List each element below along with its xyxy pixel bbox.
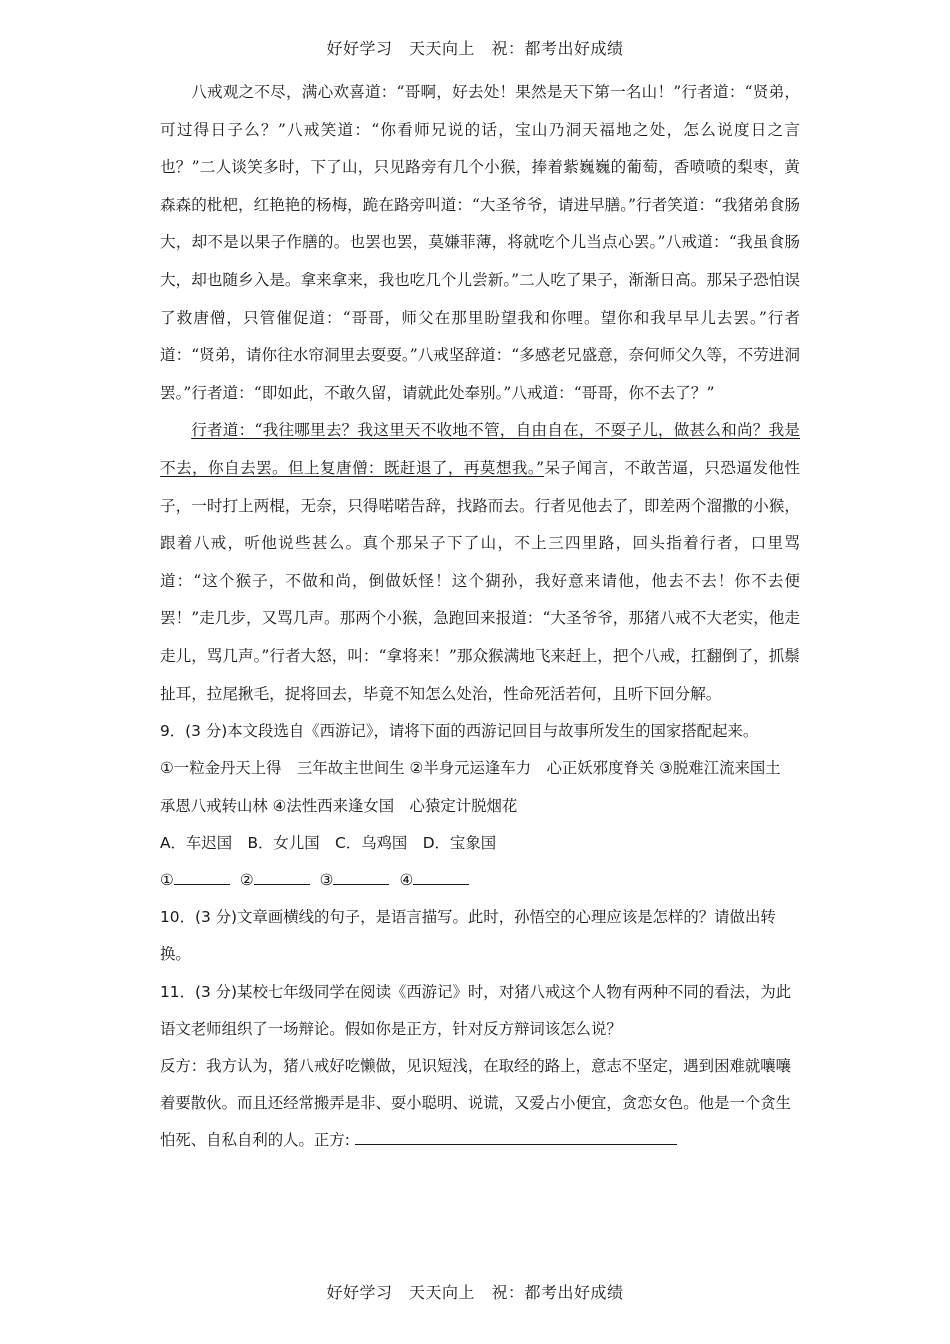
page-header: 好好学习 天天向上 祝：都考出好成绩 [326, 39, 624, 58]
passage-paragraph-2 [160, 412, 800, 713]
question-9-stem: 9．(3 分)本文段选自《西游记》，请将下面的西游记回目与故事所发生的国家搭配起来。 [160, 722, 759, 741]
answer-blank-3[interactable] [333, 883, 389, 885]
underlined-sentence: 行者道：“我往哪里去？我这里天不收地不管，自由自在，不耍子儿，做甚么和尚？我是不去，你自去罢。但上复唐僧：既赶退了，再莫想我。” [160, 421, 800, 477]
page-footer: 好好学习 天天向上 祝：都考出好成绩 [326, 1283, 624, 1302]
question-9-answer-blanks [160, 862, 800, 899]
answer-blank-4[interactable] [413, 883, 469, 885]
blank-label-3: ③ [319, 870, 334, 889]
blank-label-2: ② [239, 870, 254, 889]
document-body [160, 74, 800, 1160]
blank-label-1: ① [160, 870, 174, 889]
question-9-options: A．车迟国 B．女儿国 C．乌鸡国 D．宝象国 [160, 833, 497, 852]
passage-paragraph-2-rest: 呆子闻言，不敢苦逼，只恐逼发他性子，一时打上两棍，无奈，只得喏喏告辞，找路而去。行者见他去了，即差两个溜撒的小猴，跟着八戒，听他说些甚么。真个那呆子下了山，不上三四里路，回头指着行者，口里骂道：“这个猴子，不做和尚，倒做妖怪！这个猢孙，我好意来请他，他去不去！你不去便罢！”走几步，又骂几声。那两个小猴，急跑回来报道：“大圣爷爷，那猪八戒不大老实，他走走儿，骂几声。”行者大怒，叫：“拿将来！”那众猴满地飞来赶上，把个八戒，扛翻倒了，抓鬃扯耳，拉尾揪毛，捉将回去，毕竟不知怎么处治，性命死活若何，且听下回分解。 [160, 458, 800, 703]
answer-blank-2[interactable] [254, 883, 310, 885]
pro-label: 正方: [313, 1131, 350, 1150]
answer-blank-pro[interactable] [355, 1143, 677, 1145]
answer-blank-1[interactable] [174, 883, 230, 885]
question-11-stem: 11．(3 分)某校七年级同学在阅读《西游记》时，对猪八戒这个人物有两种不同的看法，为此语文老师组织了一场辩论。假如你是正方，针对反方辩词该怎么说？ [160, 982, 792, 1038]
question-10: 10．(3 分)文章画横线的句子，是语言描写。此时，孙悟空的心理应该是怎样的？请做出转换。 [160, 908, 776, 964]
question-9-items: ①一粒金丹天上得 三年故主世间生 ②半身元运逢车力 心正妖邪度脊关 ③脱难江流来国土 承恩八戒转山林 ④法性西来逢女国 心猿定计脱烟花 [160, 759, 797, 815]
blank-label-4: ④ [399, 870, 414, 889]
con-argument-text: 反方：我方认为，猪八戒好吃懒做，见识短浅，在取经的路上，意志不坚定，遇到困难就嚷嚷着要散伙。而且还经常搬弄是非、耍小聪明、说谎，又爱占小便宜，贪恋女色。他是一个贪生怕死、自私自利的人。 [160, 1056, 792, 1150]
passage-paragraph-1: 八戒观之不尽，满心欢喜道：“哥啊，好去处！果然是天下第一名山！”行者道：“贤弟，可过得日子么？”八戒笑道：“你看师兄说的话，宝山乃洞天福地之处，怎么说度日之言也？”二人谈笑多时，下了山，只见路旁有几个小猴，捧着紫巍巍的葡萄，香喷喷的梨枣，黄森森的枇杷，红艳艳的杨梅，跪在路旁叫道：“大圣爷爷，请进早膳。”行者笑道：“我猪弟食肠大，却不是以果子作膳的。也罢也罢，莫嫌菲薄，将就吃个儿当点心罢。”八戒道：“我虽食肠大，却也随乡入是。拿来拿来，我也吃几个儿尝新。”二人吃了果子，渐渐日高。那呆子恐怕误了救唐僧，只管催促道：“哥哥，师父在那里盼望我和你哩。望你和我早早儿去罢。”行者道：“贤弟，请你往水帘洞里去耍耍。”八戒坚辞道：“多感老兄盛意，奈何师父久等，不劳进洞罢。”行者道：“即如此，不敢久留，请就此处奉别。”八戒道：“哥哥，你不去了？” [160, 83, 800, 402]
question-11-con-argument [160, 1048, 800, 1160]
